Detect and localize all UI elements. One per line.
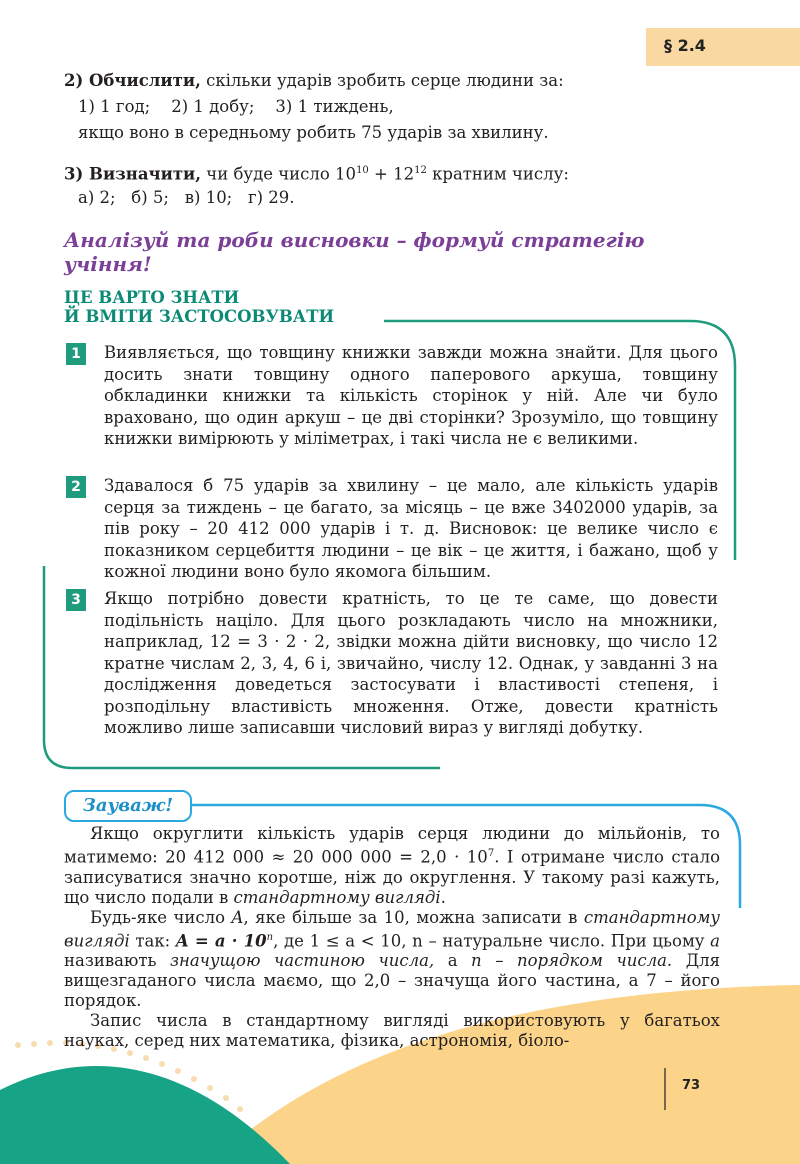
task-3-text-b: + 12 bbox=[368, 164, 415, 184]
note-p2-g: Для вищезгаданого числа маємо, що 2,0 – значуща його частина, а 7 – його порядок. bbox=[64, 951, 720, 1010]
task-3-exp2: 12 bbox=[414, 165, 427, 176]
point-1-number: 1 bbox=[66, 343, 86, 365]
note-p1-b: . І отримане число стало записуватися значно коротше, ніж до округлення. У такому разі кажуть, що число подали в bbox=[64, 847, 721, 907]
point-1-text: Виявляється, що товщину книжки завжди можна знайти. Для цього досить знати товщину одного паперового аркуша, товщину обкладинки книжки та кількість сторінок у ній. Але чи було враховано, що один аркуш – це дві сторінки? Зрозуміло, що товщину книжки вимірюють у міліметрах, і такі числа не є великими. bbox=[104, 343, 718, 448]
point-3-text: Якщо потрібно довести кратність, то це те саме, що довести подільність націло. Для цього розкладають число на множники, наприклад, 12 = 3 · 2 · 2, звідки можна дійти висновку, що число 12 кратне числам 2, 3, 4, 6 і, звичайно, числу 12. Однак, у завданні 3 на дослідження доведеться застосувати і властивості степеня, і розподільну властивість множення. Отже, довести кратність можливо лише записавши числовий вираз у вигляді добутку. bbox=[104, 589, 718, 737]
section-number: § 2.4 bbox=[664, 36, 706, 55]
know-heading-line2: Й ВМІТИ ЗАСТОСОВУВАТИ bbox=[64, 307, 335, 326]
note-p2-d: , де 1 ≤ a < 10, n – натуральне число. При цьому bbox=[273, 931, 711, 950]
point-2-text: Здавалося б 75 ударів за хвилину – це мало, але кількість ударів серця за тиждень – це багато, за місяць – це вже 3402000 ударів, за пів року – 20 412 000 ударів і т. д. Висновок: це велике число є показником серцебиття людини – це вік – це життя, і бажано, щоб у кожної людини воно було якомога більшим. bbox=[104, 476, 718, 581]
analyze-heading: Аналізуй та роби висновки – формуй стратегію учіння! bbox=[64, 228, 645, 276]
note-p1-a: Якщо округлити кількість ударів серця людини до мільйонів, то матимемо: 20 412 000 ≈ 20 000 000 = 2,0 · 10 bbox=[64, 824, 720, 867]
task-3 bbox=[64, 160, 569, 185]
know-heading-line1: ЦЕ ВАРТО ЗНАТИ bbox=[64, 288, 240, 307]
note-p2-A: A bbox=[231, 907, 244, 927]
note-p2-f: а bbox=[434, 951, 472, 970]
note-p2-b: , яке більше за 10, можна записати в bbox=[243, 907, 584, 927]
task-3-text-a: чи буде число 10 bbox=[201, 164, 357, 184]
note-p1-italic: стандартному вигляді bbox=[233, 887, 441, 907]
section-badge bbox=[646, 28, 800, 66]
task-2-options: 1) 1 год; 2) 1 добу; 3) 1 тиждень, bbox=[78, 97, 394, 116]
note-paragraph-1 bbox=[64, 824, 720, 908]
note-p2-e: називають bbox=[64, 951, 170, 970]
note-body bbox=[64, 824, 720, 1051]
task-2-text: скільки ударів зробить серце людини за: bbox=[200, 71, 564, 90]
note-p1-c: . bbox=[440, 887, 446, 907]
point-2-number: 2 bbox=[66, 476, 86, 498]
note-p2-italic-1: стандартному вигляді bbox=[64, 907, 720, 950]
task-2 bbox=[64, 70, 564, 91]
know-heading bbox=[64, 288, 334, 326]
note-p2-formula: A = a · 10 bbox=[175, 931, 267, 950]
page-number: 73 bbox=[682, 1078, 701, 1093]
task-3-exp1: 10 bbox=[356, 165, 369, 176]
note-paragraph-2 bbox=[64, 908, 720, 1012]
note-paragraph-3: Запис числа в стандартному вигляді використовують у багатьох науках, серед них математика, фізика, астрономія, біоло- bbox=[64, 1011, 720, 1050]
note-p2-c: так: bbox=[129, 931, 176, 950]
note-p2-exp: n bbox=[266, 931, 274, 943]
note-p2-a-var: a bbox=[710, 931, 721, 950]
note-p1-exp: 7 bbox=[487, 848, 495, 859]
note-label: Зауваж! bbox=[64, 790, 192, 822]
point-3-number: 3 bbox=[66, 589, 86, 611]
note-p2-italic-3: n – порядком числа. bbox=[471, 951, 673, 970]
note-p2-a: Будь-яке число bbox=[90, 907, 232, 927]
note-p2-italic-2: значущою частиною числа, bbox=[169, 951, 435, 970]
task-3-options: а) 2; б) 5; в) 10; г) 29. bbox=[78, 188, 295, 207]
task-3-text-c: кратним числу: bbox=[426, 164, 569, 184]
task-3-label: 3) Визначити, bbox=[64, 164, 202, 184]
task-2-label: 2) Обчислити, bbox=[64, 71, 201, 90]
task-2-condition: якщо воно в середньому робить 75 ударів за хвилину. bbox=[78, 123, 549, 142]
